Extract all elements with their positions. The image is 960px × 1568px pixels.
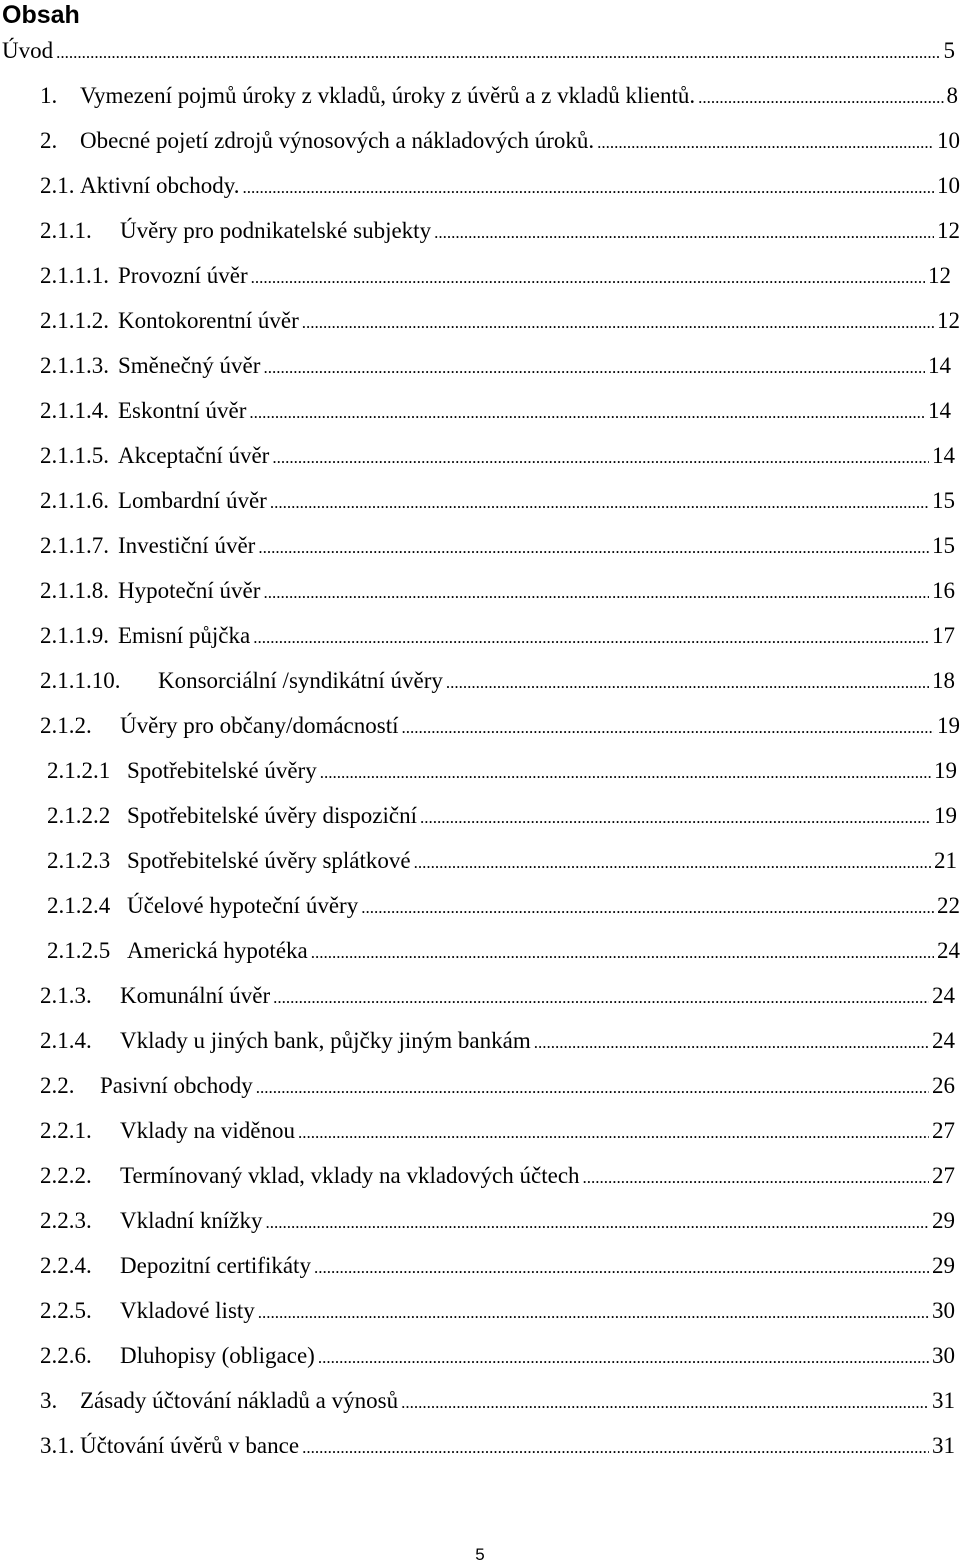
toc-entry-label: Vkladní knížky: [120, 1208, 263, 1233]
toc-entry-label: Obecné pojetí zdrojů výnosových a nákladových úroků.: [80, 128, 595, 153]
dot-leader: [401, 1389, 929, 1411]
toc-entry[interactable]: [2, 36, 955, 66]
toc-entry-page: 30: [932, 1298, 955, 1323]
toc-entry-label: Americká hypotéka: [127, 938, 308, 963]
toc-entry-page: 10: [937, 128, 960, 153]
toc-entry[interactable]: [40, 441, 955, 471]
toc-entry-page: 14: [928, 353, 951, 378]
toc-entry-label: Účtování úvěrů v bance: [80, 1433, 300, 1458]
toc-entry-number: 3.: [40, 1388, 58, 1413]
toc-entry[interactable]: [40, 1386, 955, 1416]
toc-entry-page: 14: [932, 443, 955, 468]
toc-entry-page: 24: [932, 1028, 955, 1053]
dot-leader: [446, 669, 929, 691]
dot-leader: [272, 444, 929, 466]
toc-entry[interactable]: [40, 1296, 955, 1326]
toc-entry-page: 29: [932, 1253, 955, 1278]
toc-entry[interactable]: [47, 891, 960, 921]
dot-leader: [270, 489, 929, 511]
dot-leader: [314, 1254, 929, 1276]
toc-entry-number: 2.1.1.1.: [40, 263, 109, 288]
toc-entry-label: Investiční úvěr: [118, 533, 256, 558]
toc-entry-label: Aktivní obchody.: [80, 173, 240, 198]
toc-entry-number: 2.2.1.: [40, 1118, 92, 1143]
toc-entry[interactable]: [40, 1071, 955, 1101]
toc-entry-label: Spotřebitelské úvěry: [127, 758, 317, 783]
toc-entry-page: 27: [932, 1163, 955, 1188]
toc-entry-label: Dluhopisy (obligace): [120, 1343, 315, 1368]
toc-entry-number: 1.: [40, 83, 58, 108]
toc-entry-label: Úvěry pro občany/domácností: [120, 713, 399, 738]
toc-entry-page: 12: [937, 308, 960, 333]
toc-entry-page: 24: [932, 983, 955, 1008]
toc-entry-page: 14: [928, 398, 951, 423]
toc-entry[interactable]: [40, 261, 951, 291]
dot-leader: [414, 849, 931, 871]
toc-entry-number: 2.: [40, 128, 58, 153]
toc-entry-label: Komunální úvěr: [120, 983, 271, 1008]
toc-entry-number: 2.1.2.1: [47, 758, 111, 783]
dot-leader: [256, 1074, 929, 1096]
toc-entry-number: 2.1.2.4: [47, 893, 111, 918]
dot-leader: [302, 1434, 929, 1456]
toc-entry[interactable]: [40, 1251, 955, 1281]
toc-entry-page: 15: [932, 488, 955, 513]
toc-entry[interactable]: [40, 81, 958, 111]
toc-entry-label: Depozitní certifikáty: [120, 1253, 311, 1278]
toc-entry[interactable]: [40, 666, 955, 696]
toc-entry-page: 10: [937, 173, 960, 198]
dot-leader: [298, 1119, 929, 1141]
toc-entry-page: 29: [932, 1208, 955, 1233]
dot-leader: [258, 1299, 929, 1321]
toc-entry-number: 2.2.6.: [40, 1343, 92, 1368]
dot-leader: [311, 939, 934, 961]
toc-entry-page: 19: [937, 713, 960, 738]
toc-entry-number: 2.1.1.5.: [40, 443, 109, 468]
toc-entry-page: 15: [932, 533, 955, 558]
toc-entry-number: 2.1.1.7.: [40, 533, 109, 558]
toc-entry-label: Akceptační úvěr: [118, 443, 270, 468]
toc-entry-page: 31: [932, 1433, 955, 1458]
toc-entry-page: 24: [937, 938, 960, 963]
dot-leader: [263, 579, 929, 601]
toc-entry-number: 2.1.: [40, 173, 75, 198]
toc-entry-label: Směnečný úvěr: [118, 353, 261, 378]
toc-entry-page: 12: [937, 218, 960, 243]
dot-leader: [243, 174, 935, 196]
toc-entry[interactable]: [40, 1161, 955, 1191]
dot-leader: [251, 264, 925, 286]
toc-entry[interactable]: [40, 216, 960, 246]
toc-entry-label: Vymezení pojmů úroky z vkladů, úroky z úvěrů a z vkladů klientů.: [80, 83, 696, 108]
toc-entry-number: 2.2.2.: [40, 1163, 92, 1188]
toc-entry-number: 2.2.4.: [40, 1253, 92, 1278]
toc-entry[interactable]: [40, 1341, 955, 1371]
toc-entry[interactable]: [40, 1206, 955, 1236]
toc-entry-page: 16: [932, 578, 955, 603]
toc-entry[interactable]: [40, 576, 955, 606]
dot-leader: [318, 1344, 929, 1366]
toc-entry-label: Vkladové listy: [120, 1298, 255, 1323]
toc-entry-page: 27: [932, 1118, 955, 1143]
toc-entry-number: 2.1.1.3.: [40, 353, 109, 378]
toc-entry-number: 2.1.2.2: [47, 803, 111, 828]
toc-entry-number: 2.2.5.: [40, 1298, 92, 1323]
dot-leader: [597, 129, 934, 151]
toc-entry-label: Úvod: [2, 38, 54, 63]
toc-entry[interactable]: [47, 756, 957, 786]
dot-leader: [534, 1029, 929, 1051]
toc-entry-page: 22: [937, 893, 960, 918]
toc-entry-number: 2.1.1.4.: [40, 398, 109, 423]
toc-entry-page: 18: [932, 668, 955, 693]
toc-entry[interactable]: [40, 486, 955, 516]
toc-entry-number: 2.1.1.: [40, 218, 92, 243]
dot-leader: [361, 894, 934, 916]
toc-entry-page: 26: [932, 1073, 955, 1098]
toc-entry-number: 2.1.1.2.: [40, 308, 109, 333]
toc-entry-number: 2.1.2.: [40, 713, 92, 738]
toc-entry[interactable]: [40, 1116, 955, 1146]
toc-entry-number: 2.2.3.: [40, 1208, 92, 1233]
dot-leader: [302, 309, 934, 331]
toc-entry-label: Vklady na viděnou: [120, 1118, 296, 1143]
toc-entry-page: 21: [934, 848, 957, 873]
toc-entry-number: 2.1.1.9.: [40, 623, 109, 648]
toc-entry-label: Provozní úvěr: [118, 263, 248, 288]
dot-leader: [273, 984, 929, 1006]
toc-entry-page: 31: [932, 1388, 955, 1413]
toc-title: Obsah: [2, 1, 80, 29]
toc-entry-page: 5: [943, 38, 955, 63]
toc-entry[interactable]: [40, 531, 955, 561]
toc-entry-label: Úvěry pro podnikatelské subjekty: [120, 218, 432, 243]
toc-entry[interactable]: [40, 981, 955, 1011]
dot-leader: [258, 534, 929, 556]
toc-entry-number: 2.1.2.5: [47, 938, 111, 963]
toc-entry-label: Konsorciální /syndikátní úvěry: [158, 668, 443, 693]
toc-entry-number: 2.1.1.6.: [40, 488, 109, 513]
toc-entry-page: 17: [932, 623, 955, 648]
toc-entry-label: Termínovaný vklad, vklady na vkladových účtech: [120, 1163, 580, 1188]
toc-entry-label: Eskontní úvěr: [118, 398, 247, 423]
dot-leader: [698, 84, 943, 106]
toc-entry-page: 12: [928, 263, 951, 288]
dot-leader: [583, 1164, 929, 1186]
toc-entry[interactable]: [40, 171, 960, 201]
dot-leader: [263, 354, 925, 376]
toc-entry[interactable]: [40, 1026, 955, 1056]
toc-entry[interactable]: [40, 306, 960, 336]
toc-entry[interactable]: [47, 936, 960, 966]
toc-entry[interactable]: [40, 621, 955, 651]
toc-entry-number: 2.1.1.10.: [40, 668, 121, 693]
toc-entry-label: Hypoteční úvěr: [118, 578, 261, 603]
toc-entry[interactable]: [40, 126, 960, 156]
toc-entry-label: Kontokorentní úvěr: [118, 308, 299, 333]
toc-entry[interactable]: [40, 351, 951, 381]
dot-leader: [434, 219, 934, 241]
dot-leader: [320, 759, 931, 781]
dot-leader: [56, 39, 940, 61]
dot-leader: [253, 624, 929, 646]
toc-entry-label: Emisní půjčka: [118, 623, 251, 648]
toc-entry[interactable]: [40, 1431, 955, 1461]
toc-entry[interactable]: [47, 801, 957, 831]
toc-entry-label: Vklady u jiných bank, půjčky jiným bankám: [120, 1028, 531, 1053]
toc-entry-label: Lombardní úvěr: [118, 488, 267, 513]
toc-entry-label: Účelové hypoteční úvěry: [127, 893, 359, 918]
toc-entry[interactable]: [40, 711, 960, 741]
toc-entry-number: 2.1.3.: [40, 983, 92, 1008]
toc-entry-number: 2.1.2.3: [47, 848, 111, 873]
toc-entry-page: 19: [934, 803, 957, 828]
toc-entry[interactable]: [47, 846, 957, 876]
toc-entry-page: 30: [932, 1343, 955, 1368]
dot-leader: [249, 399, 925, 421]
toc-entry[interactable]: [40, 396, 951, 426]
dot-leader: [401, 714, 934, 736]
toc-entry-label: Spotřebitelské úvěry splátkové: [127, 848, 411, 873]
toc-entry-label: Zásady účtování nákladů a výnosů: [80, 1388, 399, 1413]
toc-entry-number: 2.2.: [40, 1073, 75, 1098]
dot-leader: [420, 804, 931, 826]
toc-entry-number: 2.1.4.: [40, 1028, 92, 1053]
toc-entry-label: Spotřebitelské úvěry dispoziční: [127, 803, 417, 828]
dot-leader: [265, 1209, 929, 1231]
toc-entry-page: 8: [946, 83, 958, 108]
toc-entry-number: 2.1.1.8.: [40, 578, 109, 603]
toc-entry-page: 19: [934, 758, 957, 783]
toc-entry-label: Pasivní obchody: [100, 1073, 253, 1098]
page-number: 5: [475, 1545, 485, 1564]
toc-entry-number: 3.1.: [40, 1433, 75, 1458]
